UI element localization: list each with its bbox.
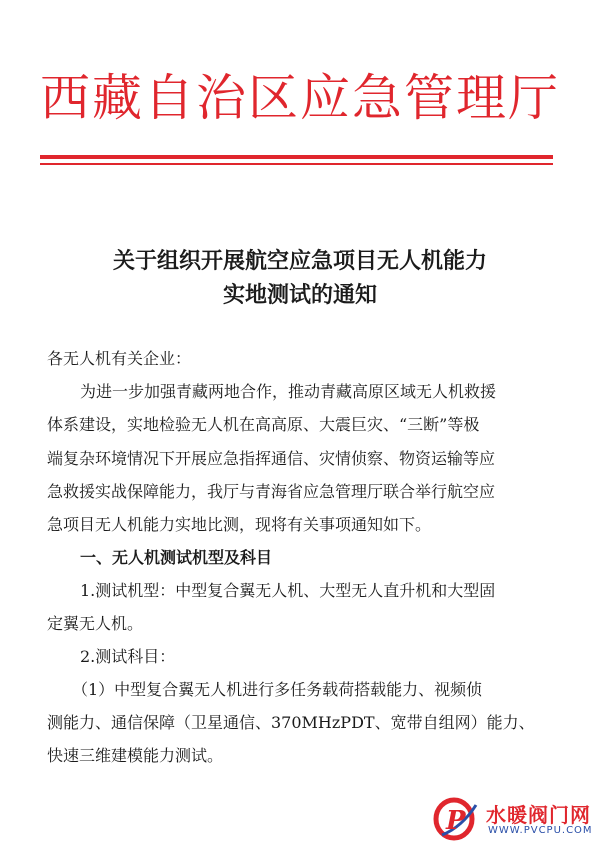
watermark-logo-letter: P bbox=[446, 806, 466, 836]
letterhead-rule-thin bbox=[40, 163, 553, 165]
notice-title-line-2: 实地测试的通知 bbox=[222, 283, 377, 308]
notice-title-line-1: 关于组织开展航空应急项目无人机能力 bbox=[112, 249, 487, 274]
item-2-label: 2.测试科目： bbox=[80, 647, 176, 666]
item-1-line: 1.测试机型：中型复合翼无人机、大型无人直升机和大型固 bbox=[80, 581, 496, 600]
item-2-sub-1-line: 快速三维建模能力测试。 bbox=[47, 746, 224, 765]
intro-line: 急救援实战保障能力，我厅与青海省应急管理厅联合举行航空应 bbox=[47, 482, 496, 501]
intro-line: 端复杂环境情况下开展应急指挥通信、灾情侦察、物资运输等应 bbox=[47, 449, 496, 468]
intro-line: 为进一步加强青藏两地合作，推动青藏高原区域无人机救援 bbox=[80, 382, 497, 401]
salutation: 各无人机有关企业： bbox=[47, 349, 192, 368]
section-heading: 一、无人机测试机型及科目 bbox=[80, 548, 273, 567]
site-watermark bbox=[432, 795, 600, 848]
intro-line: 体系建设，实地检验无人机在高高原、大震巨灾、“三断”等极 bbox=[47, 415, 480, 434]
item-2-sub-1-line: （1）中型复合翼无人机进行多任务载荷搭载能力、视频侦 bbox=[72, 680, 483, 699]
intro-line: 急项目无人机能力实地比测，现将有关事项通知如下。 bbox=[47, 515, 432, 534]
letterhead-agency-name: 西藏自治区应急管理厅 bbox=[40, 69, 560, 127]
watermark-logo-icon bbox=[432, 797, 480, 841]
item-1-line: 定翼无人机。 bbox=[47, 614, 144, 633]
watermark-site-name: 水暖阀门网 bbox=[486, 803, 591, 827]
item-2-sub-1-line: 测能力、通信保障（卫星通信、370MHzPDT、宽带自组网）能力、 bbox=[47, 713, 535, 732]
watermark-site-url: WWW.PVCPU.COM bbox=[488, 825, 593, 836]
letterhead-rule-thick bbox=[40, 155, 553, 159]
